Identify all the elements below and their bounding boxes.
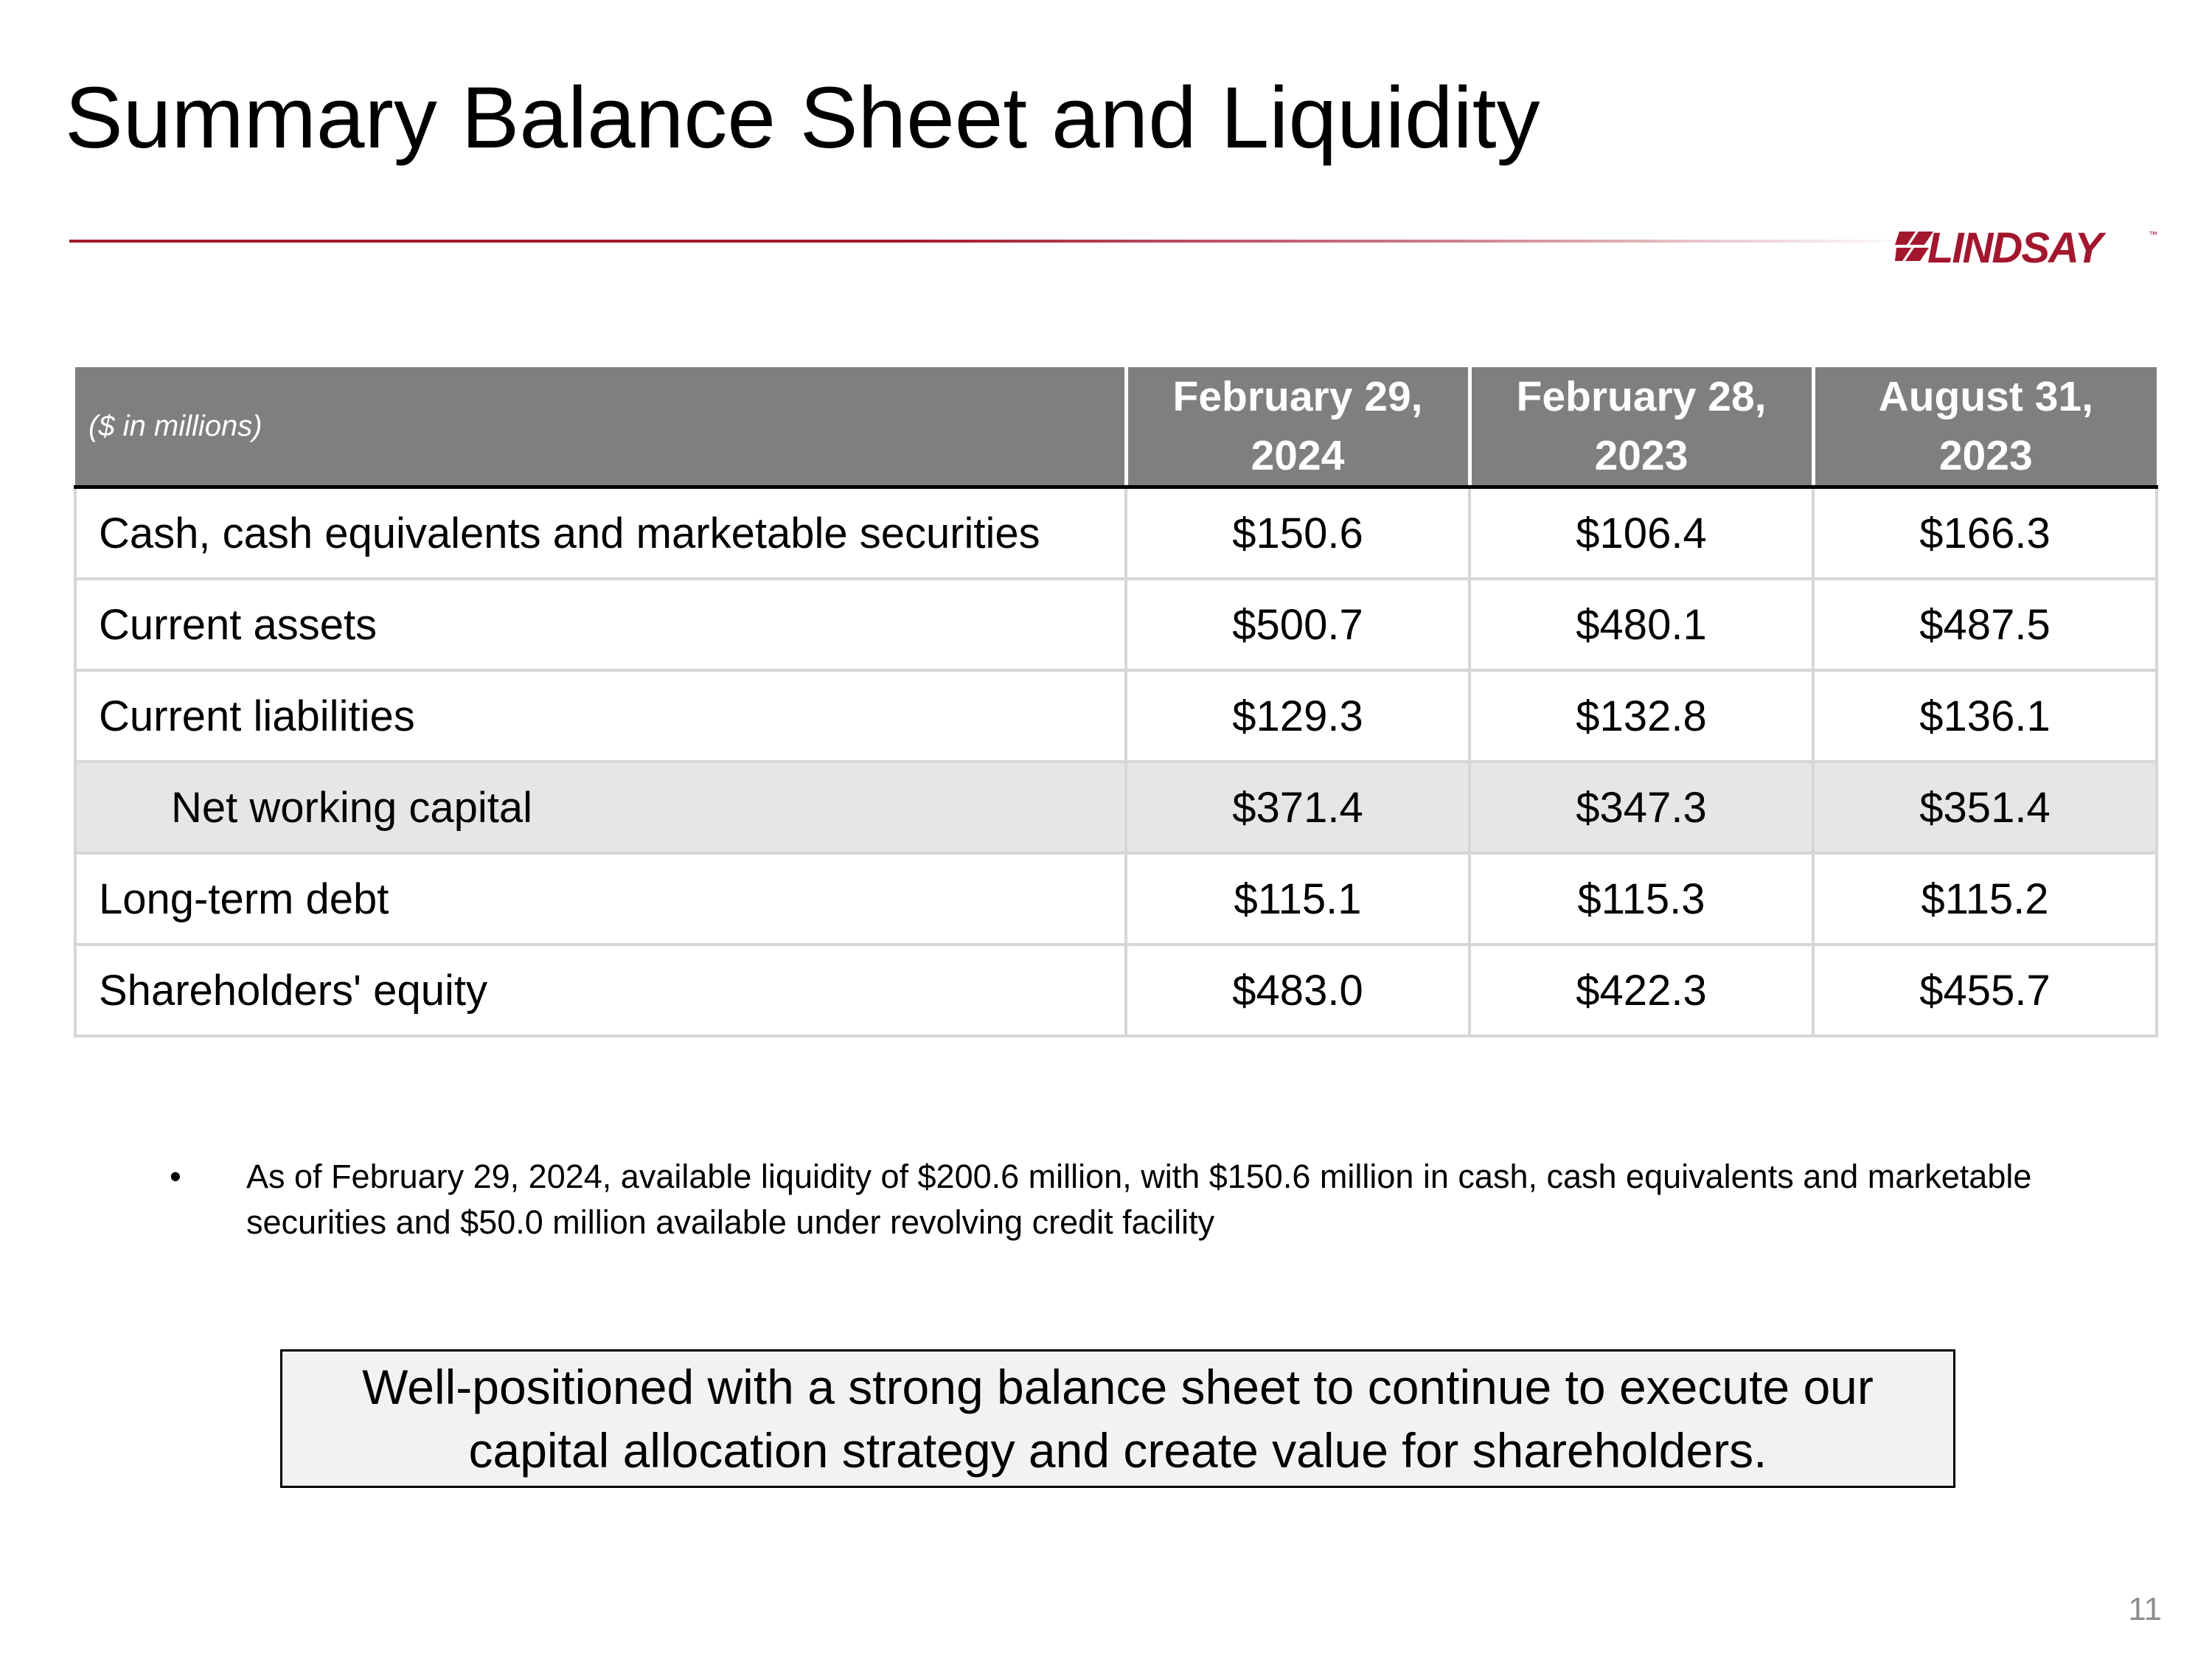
column-header-line: February 28, <box>1516 373 1767 420</box>
unit-label: ($ in millions) <box>75 367 1126 487</box>
column-header-line: 2023 <box>1594 432 1688 479</box>
table-row <box>75 853 2157 945</box>
cell-value: $371.4 <box>1126 762 1470 853</box>
liquidity-bullet <box>170 1154 2087 1245</box>
column-header-line: August 31, <box>1878 373 2093 420</box>
page-title: Summary Balance Sheet and Liquidity <box>65 69 1540 167</box>
cell-value: $129.3 <box>1126 670 1470 762</box>
balance-sheet-table <box>74 367 2158 1037</box>
column-header-line: 2023 <box>1938 432 2033 479</box>
table-row <box>75 487 2157 580</box>
cell-value: $455.7 <box>1813 945 2157 1036</box>
cell-value: $136.1 <box>1813 670 2157 762</box>
row-label: Net working capital <box>75 762 1126 853</box>
cell-value: $115.2 <box>1813 853 2157 945</box>
cell-value: $487.5 <box>1813 579 2157 670</box>
title-divider <box>69 240 1913 243</box>
row-label: Shareholders' equity <box>75 945 1126 1036</box>
callout-text: Well-positioned with a strong balance sheet to continue to execute our capital allocation strategy and create value for shareholders. <box>362 1360 1874 1478</box>
table-row-highlighted <box>75 762 2157 853</box>
trademark-symbol: ™ <box>2149 229 2157 240</box>
cell-value: $150.6 <box>1126 487 1470 580</box>
cell-value: $351.4 <box>1813 762 2157 853</box>
cell-value: $500.7 <box>1126 579 1470 670</box>
column-header-feb-2024 <box>1126 367 1470 487</box>
table-row <box>75 579 2157 670</box>
callout-box <box>280 1349 1955 1488</box>
cell-value: $347.3 <box>1470 762 1813 853</box>
row-label: Long-term debt <box>75 853 1126 945</box>
company-logo <box>1895 223 2160 271</box>
cell-value: $483.0 <box>1126 945 1470 1036</box>
column-header-line: 2024 <box>1251 432 1345 479</box>
row-label: Current liabilities <box>75 670 1126 762</box>
cell-value: $480.1 <box>1470 579 1813 670</box>
logo-wordmark: LINDSAY <box>1927 224 2102 271</box>
table-row <box>75 945 2157 1036</box>
row-label: Current assets <box>75 579 1126 670</box>
bullet-text: As of February 29, 2024, available liquidity of $200.6 million, with $150.6 million in cash, cash equivalents and marketable securities and $50.0 million available under revolving credit facility <box>246 1158 2032 1241</box>
cell-value: $132.8 <box>1470 670 1813 762</box>
column-header-line: February 29, <box>1172 373 1423 420</box>
cell-value: $115.1 <box>1126 853 1470 945</box>
page-number: 11 <box>2128 1591 2162 1627</box>
cell-value: $422.3 <box>1470 945 1813 1036</box>
table-header-row <box>75 367 2157 487</box>
bullet-marker: • <box>170 1158 181 1195</box>
row-label: Cash, cash equivalents and marketable securities <box>75 487 1126 580</box>
table-row <box>75 670 2157 762</box>
column-header-feb-2023 <box>1470 367 1813 487</box>
cell-value: $166.3 <box>1813 487 2157 580</box>
cell-value: $115.3 <box>1470 853 1813 945</box>
column-header-aug-2023 <box>1813 367 2157 487</box>
cell-value: $106.4 <box>1470 487 1813 580</box>
